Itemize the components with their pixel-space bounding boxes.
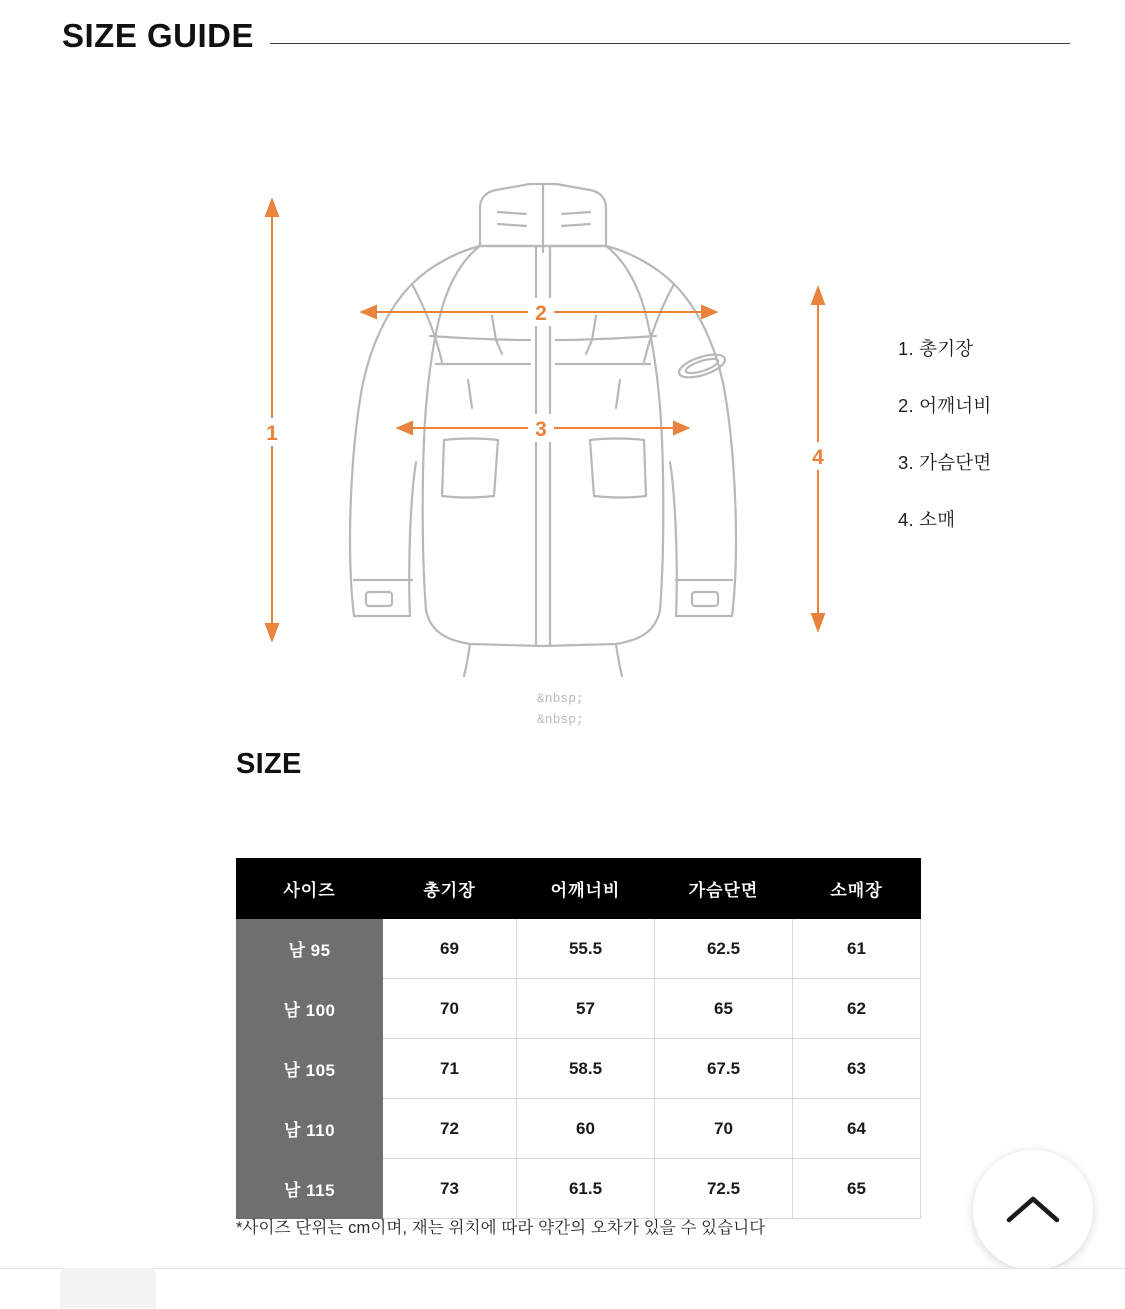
- row-label: 남 115: [237, 1159, 383, 1219]
- page-header: [62, 12, 1070, 60]
- legend-item-2: 2. 어깨너비: [898, 395, 992, 416]
- label-total-length: 1: [266, 422, 278, 445]
- column-header-shoulder: 어깨너비: [517, 859, 655, 919]
- chevron-up-icon: [1004, 1193, 1062, 1227]
- cell-shoulder: 55.5: [517, 919, 655, 979]
- legend-item-1: 1. 총기장: [898, 338, 974, 359]
- size-table: [236, 858, 921, 1219]
- cell-sleeve: 64: [793, 1099, 921, 1159]
- cell-total-length: 71: [383, 1039, 517, 1099]
- table-row: [237, 1159, 921, 1219]
- label-sleeve: 4: [812, 446, 824, 469]
- cell-shoulder: 58.5: [517, 1039, 655, 1099]
- column-header-total-length: 총기장: [383, 859, 517, 919]
- diagram-legend: [898, 335, 1098, 563]
- table-row: [237, 979, 921, 1039]
- row-label: 남 100: [237, 979, 383, 1039]
- cell-chest: 62.5: [655, 919, 793, 979]
- cell-sleeve: 62: [793, 979, 921, 1039]
- table-row: [237, 1039, 921, 1099]
- cell-total-length: 73: [383, 1159, 517, 1219]
- cell-shoulder: 57: [517, 979, 655, 1039]
- size-diagram: [0, 140, 1125, 740]
- cell-chest: 70: [655, 1099, 793, 1159]
- cell-sleeve: 65: [793, 1159, 921, 1219]
- legend-item-3: 3. 가슴단면: [898, 452, 992, 473]
- cell-shoulder: 61.5: [517, 1159, 655, 1219]
- cell-total-length: 72: [383, 1099, 517, 1159]
- cell-shoulder: 60: [517, 1099, 655, 1159]
- row-label: 남 110: [237, 1099, 383, 1159]
- row-label: 남 95: [237, 919, 383, 979]
- spacer-line-2: &nbsp;: [537, 712, 584, 727]
- table-note: *사이즈 단위는 cm이며, 재는 위치에 따라 약간의 오차가 있을 수 있습니다: [236, 1219, 766, 1237]
- column-header-size: 사이즈: [237, 859, 383, 919]
- label-shoulder: 2: [535, 302, 547, 325]
- legend-item-4: 4. 소매: [898, 509, 956, 530]
- row-label: 남 105: [237, 1039, 383, 1099]
- cell-sleeve: 61: [793, 919, 921, 979]
- table-row: [237, 1099, 921, 1159]
- cell-total-length: 69: [383, 919, 517, 979]
- header-divider: [270, 43, 1070, 44]
- cell-chest: 72.5: [655, 1159, 793, 1219]
- bottom-tab-placeholder[interactable]: [60, 1268, 156, 1308]
- bottom-bar: [0, 1268, 1125, 1309]
- scroll-to-top-button[interactable]: [973, 1150, 1093, 1270]
- spacer-text: [537, 688, 584, 730]
- size-section-heading: SIZE: [236, 748, 302, 780]
- jacket-illustration: [230, 140, 870, 680]
- column-header-chest: 가슴단면: [655, 859, 793, 919]
- table-header-row: [237, 859, 921, 919]
- spacer-line-1: &nbsp;: [537, 691, 584, 706]
- cell-chest: 67.5: [655, 1039, 793, 1099]
- page-title: SIZE GUIDE: [62, 17, 255, 54]
- column-header-sleeve: 소매장: [793, 859, 921, 919]
- label-chest: 3: [535, 418, 547, 441]
- cell-total-length: 70: [383, 979, 517, 1039]
- cell-chest: 65: [655, 979, 793, 1039]
- table-row: [237, 919, 921, 979]
- cell-sleeve: 63: [793, 1039, 921, 1099]
